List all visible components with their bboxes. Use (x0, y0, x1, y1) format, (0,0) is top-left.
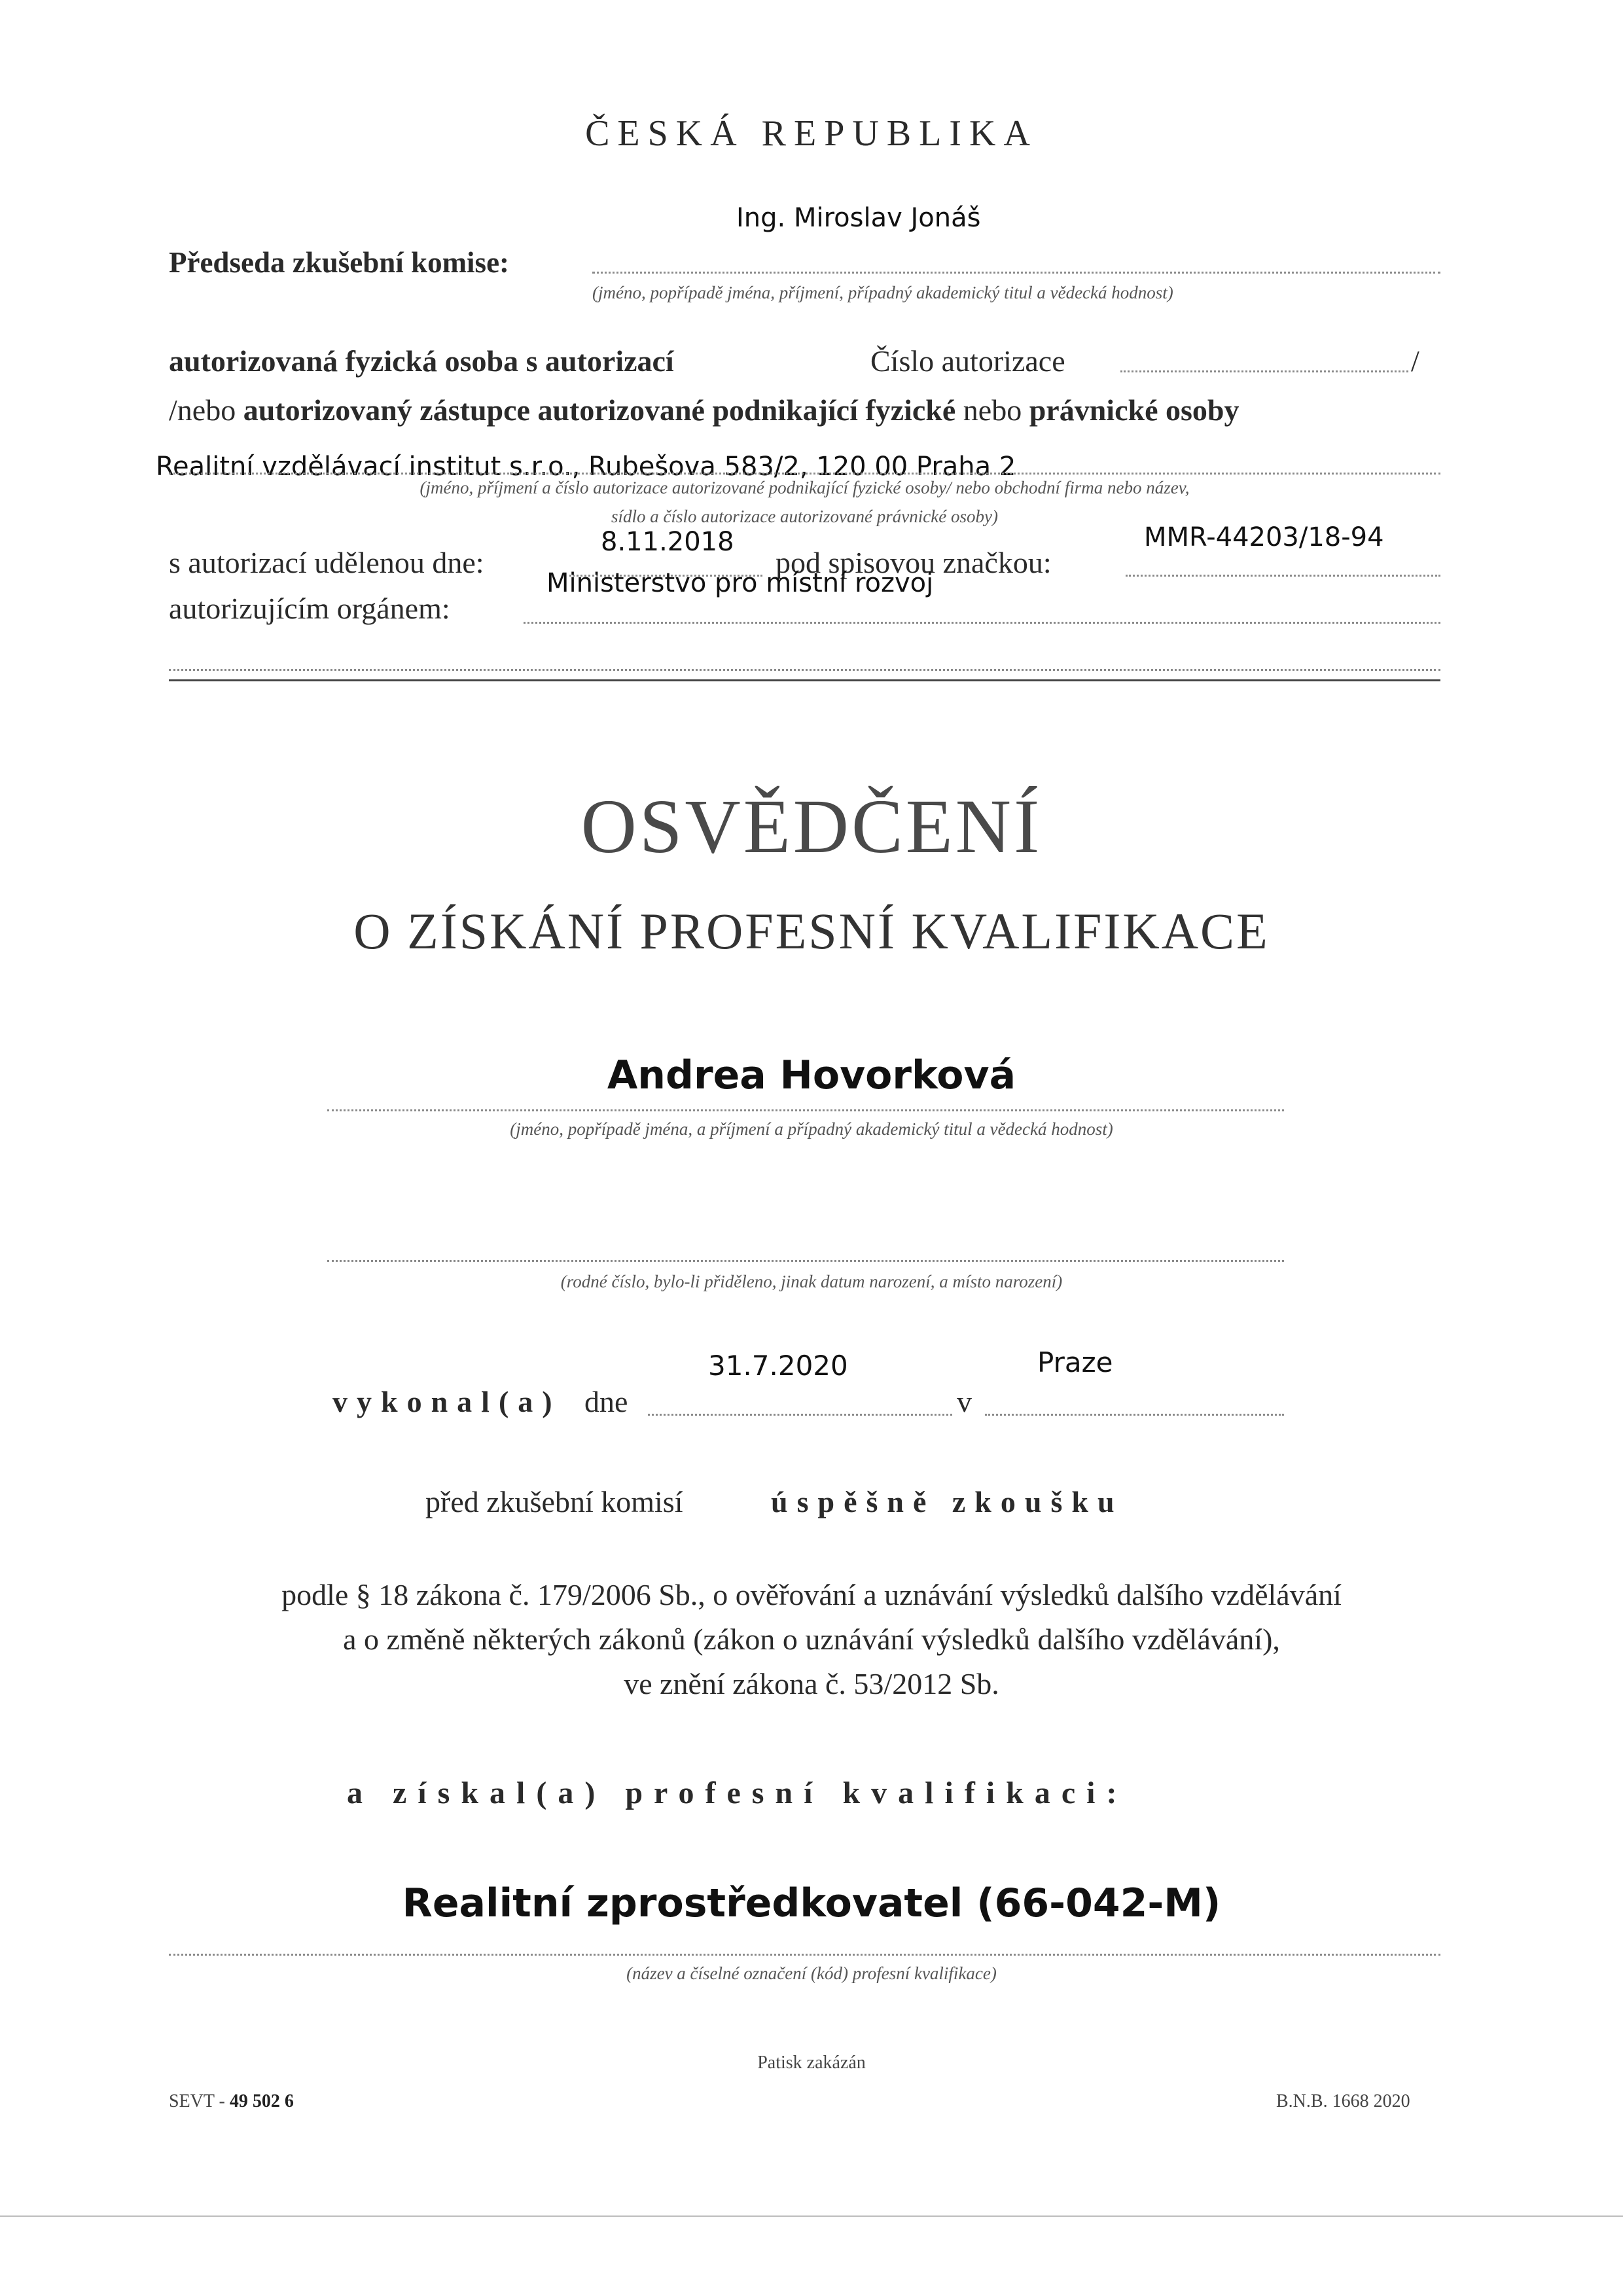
birth-hint: (rodné číslo, bylo-li přiděleno, jinak datum narození, a místo narození) (560, 1272, 1063, 1291)
chair-dotted-line (592, 272, 1440, 274)
exam-place-dotted-line (985, 1414, 1284, 1416)
holder-name-hint: (jméno, popřípadě jména, a příjmení a případný akademický titul a vědecká hodnost) (510, 1119, 1113, 1139)
certificate-title: OSVĚDČENÍ (580, 783, 1043, 869)
representative-or: nebo (955, 393, 1029, 427)
organization-hint-line-2: sídlo a číslo autorizace autorizované právnické osoby) (611, 507, 998, 526)
chair-name: Ing. Miroslav Jonáš (736, 203, 981, 233)
exam-place-label: v (957, 1385, 972, 1418)
authorized-person-label: autorizovaná fyzická osoba s autorizací (169, 344, 674, 378)
law-line-3: ve znění zákona č. 53/2012 Sb. (624, 1667, 999, 1700)
sevt-number: 49 502 6 (229, 2091, 294, 2111)
representative-prefix: /nebo (169, 393, 243, 427)
scan-edge-line (0, 2215, 1623, 2217)
committee-text: před zkušební komisí (425, 1485, 683, 1518)
qualification-name: Realitní zprostředkovatel (66-042-M) (402, 1880, 1221, 1926)
file-reference-dotted-line (1126, 575, 1440, 577)
country-heading: ČESKÁ REPUBLIKA (585, 113, 1038, 154)
holder-name-dotted-line (327, 1109, 1284, 1111)
printer-code: B.N.B. 1668 2020 (1276, 2091, 1410, 2111)
law-line-2: a o změně některých zákonů (zákon o uznávání výsledků dalšího vzdělávání), (343, 1623, 1280, 1656)
qualification-hint: (název a číselné označení (kód) profesní kvalifikace) (626, 1964, 997, 1983)
acquired-text: a získal(a) profesní kvalifikaci: (347, 1776, 1128, 1810)
representative-line (169, 393, 1239, 427)
file-reference-label: pod spisovou značkou: (776, 546, 1052, 579)
slash: / (1411, 344, 1419, 378)
representative-bold-2: právnické osoby (1029, 393, 1240, 427)
exam-date-dotted-line (648, 1414, 952, 1416)
authority-value: Ministerstvo pro místní rozvoj (546, 568, 934, 598)
organization-value: Realitní vzdělávací institut s.r.o., Rubešova 583/2, 120 00 Praha 2 (156, 452, 1016, 482)
law-line-1: podle § 18 zákona č. 179/2006 Sb., o ověřování a uznávání výsledků dalšího vzdělávání (281, 1578, 1342, 1611)
authority-dotted-line (524, 622, 1440, 624)
header-separator (169, 679, 1440, 681)
performed-label: vykonal(a) (332, 1385, 562, 1418)
exam-place-value: Praze (1037, 1346, 1113, 1378)
holder-name: Andrea Hovorková (607, 1052, 1016, 1098)
representative-bold: autorizovaný zástupce autorizované podnikající fyzické (243, 393, 956, 427)
sevt-prefix: SEVT - (169, 2091, 230, 2111)
file-reference-value: MMR-44203/18-94 (1144, 522, 1384, 552)
sevt-code (169, 2091, 294, 2112)
qualification-dotted-line (169, 1954, 1440, 1956)
exam-date-label: dne (584, 1385, 628, 1418)
authorization-number-dotted-line (1120, 370, 1408, 372)
organization-dotted-line (169, 473, 1440, 475)
organization-hint-line-1: (jméno, příjmení a číslo autorizace autorizované podnikající fyzické osoby/ nebo obchodní firma nebo název, (419, 478, 1190, 497)
reprint-notice: Patisk zakázán (757, 2053, 866, 2073)
granted-date-value: 8.11.2018 (601, 527, 734, 557)
extra-dotted-line (169, 669, 1440, 671)
exam-date-value: 31.7.2020 (708, 1350, 848, 1382)
chair-hint: (jméno, popřípadě jména, příjmení, případný akademický titul a vědecká hodnost) (592, 283, 1173, 302)
granted-date-label: s autorizací udělenou dne: (169, 546, 484, 579)
success-text: úspěšně zkoušku (771, 1485, 1124, 1518)
birth-dotted-line (327, 1260, 1284, 1262)
certificate-subtitle: O ZÍSKÁNÍ PROFESNÍ KVALIFIKACE (353, 903, 1270, 960)
authorization-number-label: Číslo autorizace (870, 344, 1065, 378)
authority-label: autorizujícím orgánem: (169, 592, 450, 625)
chair-label: Předseda zkušební komise: (169, 246, 510, 279)
